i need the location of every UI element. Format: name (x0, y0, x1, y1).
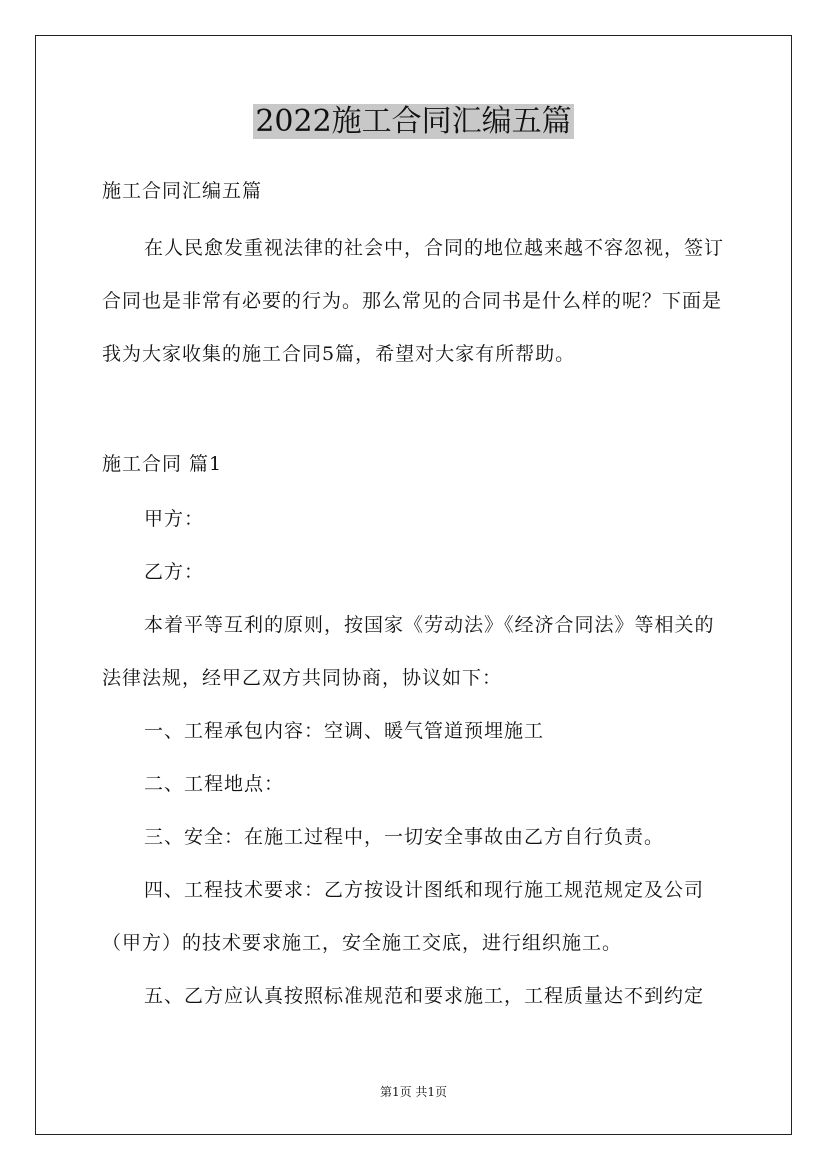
section-heading: 施工合同 篇1 (102, 453, 223, 475)
document-title (0, 100, 827, 144)
party-b-line: 乙方： (144, 561, 205, 583)
subtitle-block (102, 176, 728, 206)
party-a-line: 甲方： (144, 508, 205, 530)
clause-1: 一、工程承包内容：空调、暖气管道预埋施工 (144, 720, 545, 742)
page-footer (0, 1083, 827, 1101)
intro-paragraph: 在人民愈发重视法律的社会中，合同的地位越来越不容忽视，签订合同也是非常有必要的行为。那么常见的合同书是什么样的呢？下面是我为大家收集的施工合同5篇，希望对大家有所帮助。 (102, 237, 725, 365)
intro-block (102, 222, 728, 381)
preamble-paragraph: 本着平等互利的原则，按国家《劳动法》《经济合同法》等相关的法律法规，经甲乙双方共同协商，协议如下： (102, 614, 715, 689)
clause-4: 四、工程技术要求：乙方按设计图纸和现行施工规范规定及公司（甲方）的技术要求施工，安全施工交底，进行组织施工。 (102, 879, 705, 954)
contract-body (102, 493, 728, 1023)
document-subtitle: 施工合同汇编五篇 (102, 180, 263, 202)
clause-3: 三、安全：在施工过程中，一切安全事故由乙方自行负责。 (144, 826, 665, 848)
page-number-label: 第1页 共1页 (379, 1085, 448, 1099)
clause-2: 二、工程地点： (144, 773, 285, 795)
document-title-text: 2022施工合同汇编五篇 (255, 104, 572, 139)
section-heading-block (102, 449, 728, 479)
clause-5: 五、乙方应认真按照标准规范和要求施工，工程质量达不到约定 (144, 985, 705, 1007)
